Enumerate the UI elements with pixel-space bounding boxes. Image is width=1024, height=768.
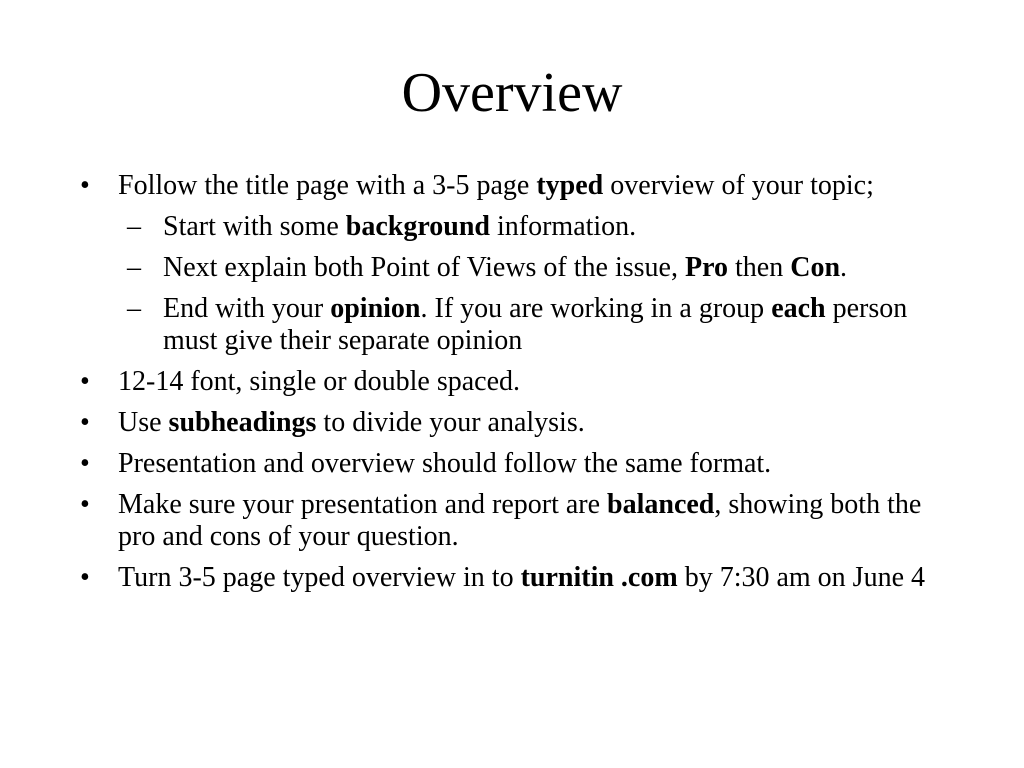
bullet-text: Use xyxy=(118,407,169,438)
sub-text: . If you are working in a group xyxy=(420,293,772,324)
bullet-item-format xyxy=(70,448,960,480)
bullet-item-title-page xyxy=(70,170,960,202)
bullet-text: overview of your topic; xyxy=(603,170,874,201)
sub-text: Start with some xyxy=(163,211,346,242)
bullet-icon: • xyxy=(80,489,90,520)
bullet-item-font xyxy=(70,366,960,398)
bold-text: subheadings xyxy=(168,407,317,438)
sub-text: information. xyxy=(489,211,637,242)
bullet-text: Presentation and overview should follow the same format. xyxy=(118,448,772,479)
dash-icon: – xyxy=(127,293,141,324)
slide-title: Overview xyxy=(401,62,623,124)
bullet-icon: • xyxy=(80,366,90,397)
bullet-icon: • xyxy=(80,170,90,201)
sub-item-background xyxy=(70,211,960,243)
bold-text: typed xyxy=(536,170,604,201)
bold-text: Con xyxy=(790,252,841,283)
bullet-item-balanced xyxy=(70,489,960,553)
sub-text: then xyxy=(728,252,791,283)
bullet-text: 12-14 font, single or double spaced. xyxy=(118,366,521,397)
bold-text: opinion xyxy=(330,293,421,324)
bullet-text: to divide your analysis. xyxy=(316,407,585,438)
sub-text: person must give their separate opinion xyxy=(163,293,908,356)
bullet-item-turnitin xyxy=(70,562,960,594)
bullet-text: Turn 3-5 page typed overview in to xyxy=(118,562,521,593)
bullet-icon: • xyxy=(80,407,90,438)
sub-text: . xyxy=(840,252,848,283)
bold-text: balanced xyxy=(607,489,715,520)
bullet-icon: • xyxy=(80,562,90,593)
bold-text: each xyxy=(771,293,826,324)
dash-icon: – xyxy=(127,211,141,242)
bold-text: Pro xyxy=(684,252,728,283)
bullet-icon: • xyxy=(80,448,90,479)
bold-text: background xyxy=(345,211,490,242)
sub-text: End with your xyxy=(163,293,331,324)
bullet-item-subheadings xyxy=(70,407,960,439)
sub-item-pro-con xyxy=(70,252,960,284)
bullet-list xyxy=(70,170,960,603)
bullet-text: Make sure your presentation and report are xyxy=(118,489,608,520)
sub-text: Next explain both Point of Views of the issue, xyxy=(163,252,685,283)
sub-item-opinion xyxy=(70,293,960,357)
bullet-text: Follow the title page with a 3-5 page xyxy=(118,170,537,201)
dash-icon: – xyxy=(127,252,141,283)
bullet-text: , showing both the pro and cons of your question. xyxy=(118,489,922,552)
bullet-text: by 7:30 am on June 4 xyxy=(677,562,925,593)
bold-text: turnitin .com xyxy=(520,562,678,593)
